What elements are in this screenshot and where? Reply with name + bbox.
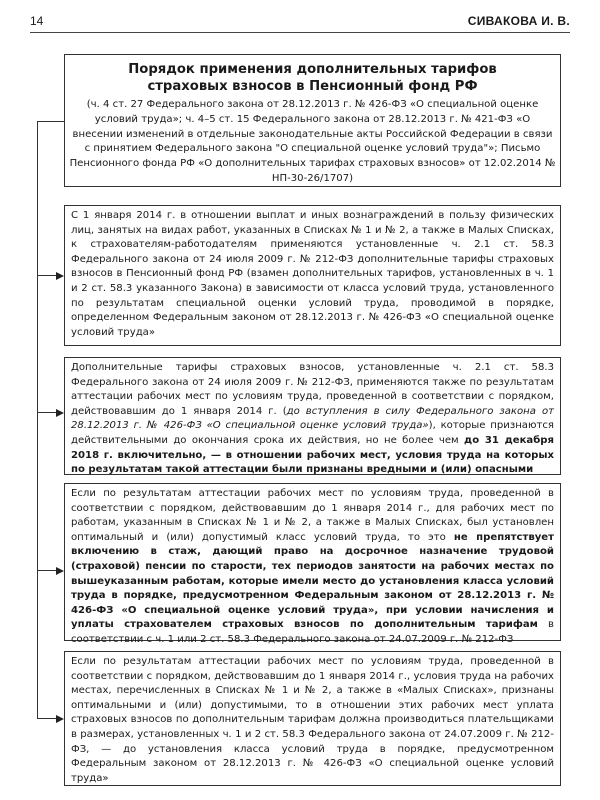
rule-text: С 1 января 2014 г. в отношении выплат и иных вознаграждений в пользу физических лиц, занятых на видах работ, указанных в Списках № 1 и № 2, а также в Малых Списках, к страхователям-работодателям применяются установленные ч. 2.1 ст. 58.3 Федерального закона от 24 июля 2009 г. № 212-ФЗ дополнительные тарифы страховых взносов в Пенсионный фонд РФ (взамен дополнительных тарифов, установленных в ч. 1 и 2 ст. 58.3 указанного Закона) в зависимости от класса условий труда, установленного по результатам специальной оценки условий труда, проводимой в порядке, определенном Федеральным законом от 28.12.2013 г. № 426-ФЗ «О специальной оценке условий труда» — [71, 210, 554, 338]
arrow-right-icon — [37, 718, 57, 719]
rule-text: Если по результатам аттестации рабочих мест по условиям труда, проведенной в соответствии с порядком, действовавшим до 1 января 2014 г., для рабочих мест по работам, указанным в Списках № 1 и № 2, а также в Малых Списках, был установлен оптимальный и (или) допустимый класс условий труда, то это — [71, 488, 554, 543]
rule-text-bold: до 31 декабря 2018 г. включительно, — в отношении рабочих мест, условия труда на которых по результатам такой аттестации были признаны вредными и (или) опасными — [71, 434, 554, 476]
arrow-right-icon — [37, 275, 57, 276]
arrow-right-icon — [37, 570, 57, 571]
title-box — [64, 54, 561, 187]
legal-references: (ч. 4 ст. 27 Федерального закона от 28.12.2013 г. № 426-ФЗ «О специальной оценке условий труда»; ч. 4–5 ст. 15 Федерального закона от 28.12.2013 г. № 421-ФЗ «О внесении изменений в отдельные законодательные акты Российской Федерации в связи с принятием Федерального закона "О специальной оценке условий труда"»; Письмо Пенсионного фонда РФ «О дополнительных тарифах страховых взносов» от 12.02.2014 № НП-30-26/1707) — [69, 99, 556, 184]
arrow-right-icon — [37, 412, 57, 413]
connector-vertical-line — [37, 121, 38, 719]
rule-text-italic: до вступления в силу Федерального закона от 28.12.2013 г. № 426-ФЗ «О специальной оценке условий труда» — [71, 405, 554, 432]
rule-text: ), которые признаются действительными до окончания срока их действия, но не более чем — [71, 420, 554, 446]
rule-text: Если по результатам аттестации рабочих мест по условиям труда, проведенной в соответствии с порядком, действовавшим до 1 января 2014 г., условия труда на рабочих местах, перечисленных в Списках № 1 и № 2, а также в «Малых Списках», признаны оптимальными и (или) допустимыми, то в отношении этих рабочих мест уплата страховых взносов по дополнительным тарифам должна производиться плательщиками в размерах, установленных ч. 1 и 2 ст. 58.3 Федерального закона от 24.07.2009 г. № 212-ФЗ, — до установления класса условий труда в порядке, предусмотренном Федеральным законом от 28.12.2013 г. № 426-ФЗ «О специальной оценке условий труда» — [71, 656, 554, 784]
rule-text: в соответствии с ч. 1 или 2 ст. 58.3 Федерального закона от 24.07.2009 г. № 212-ФЗ — [71, 619, 554, 645]
rule-box-4 — [64, 651, 561, 786]
rule-text: Дополнительные тарифы страховых взносов, установленные ч. 2.1 ст. 58.3 Федерального закона от 24 июля 2009 г. № 212-ФЗ, применяются также по результатам аттестации рабочих мест по условиям труда, проведенной в соответствии с порядком, действовавшим до 1 января 2014 г. ( — [71, 362, 554, 417]
rule-box-1 — [64, 205, 561, 346]
author-name: СИВАКОВА И. В. — [467, 14, 570, 28]
title-line-2: страховых взносов в Пенсионный фонд РФ — [147, 79, 478, 94]
rule-box-2 — [64, 357, 561, 475]
title-line-1: Порядок применения дополнительных тарифов — [128, 62, 497, 77]
diagram-title — [69, 61, 556, 95]
page-header — [30, 14, 570, 33]
rule-box-3 — [64, 483, 561, 645]
connector-top-line — [37, 121, 64, 122]
rule-text-bold: не препятствует включению в стаж, дающий право на досрочное назначение трудовой (страховой) пенсии по старости, тех периодов занятости на рабочих местах по вышеуказанным работам, которые имели место до установления класса условий труда в порядке, предусмотренном Федеральным законом от 28.12.2013 г. № 426-ФЗ «О специальной оценке условий труда», при условии начисления и уплаты страхователем страховых взносов по дополнительным тарифам — [71, 531, 555, 631]
page-number: 14 — [30, 14, 44, 28]
